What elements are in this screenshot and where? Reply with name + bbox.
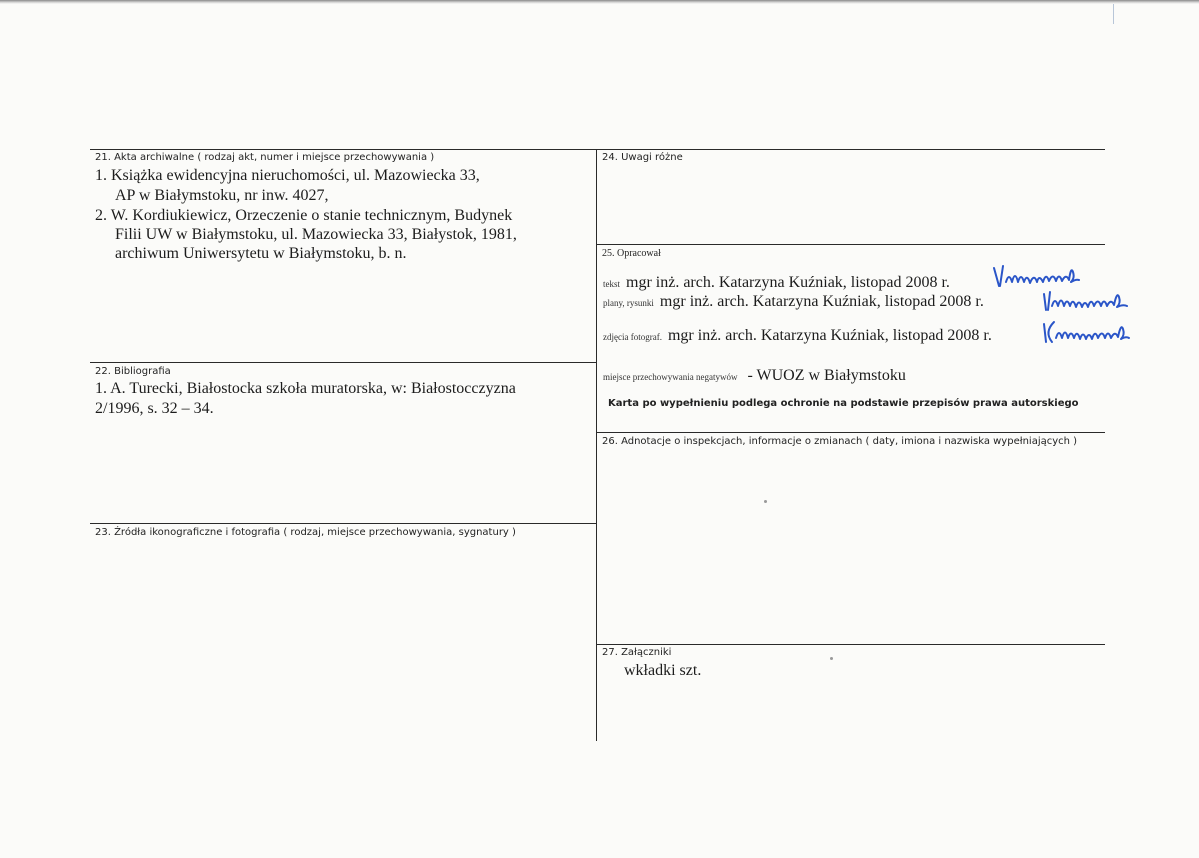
section-22-line-1: 1. A. Turecki, Białostocka szkoła muratorska, w: Białostocczyzna	[95, 380, 516, 397]
rule-left-23	[90, 523, 597, 524]
author-row-photos-prefix: zdjęcia fotograf.	[603, 332, 662, 342]
author-row-plans	[603, 292, 984, 313]
rule-top-right	[597, 149, 1105, 150]
signature-3	[1040, 318, 1155, 348]
section-21-line-4: Filii UW w Białymstoku, ul. Mazowiecka 33, Białystok, 1981,	[115, 226, 517, 243]
section-24-label: 24. Uwagi różne	[602, 152, 683, 163]
author-row-text-value: mgr inż. arch. Katarzyna Kuźniak, listopad 2008 r.	[626, 274, 950, 291]
signature-2	[1040, 288, 1155, 314]
author-row-plans-prefix: plany, rysunki	[603, 298, 654, 308]
section-22-line-2: 2/1996, s. 32 – 34.	[95, 400, 214, 417]
author-row-photos	[603, 326, 992, 347]
section-27-label: 27. Załączniki	[602, 647, 672, 658]
scan-top-edge	[0, 0, 1199, 4]
section-22-label: 22. Bibliografia	[95, 366, 171, 377]
scan-edge-mark	[1113, 4, 1114, 24]
section-26-label: 26. Adnotacje o inspekcjach, informacje o zmianach ( daty, imiona i nazwiska wypełniających )	[602, 436, 1078, 447]
rule-center-vertical	[596, 149, 597, 741]
author-row-text	[603, 273, 950, 294]
author-row-photos-value: mgr inż. arch. Katarzyna Kuźniak, listopad 2008 r.	[667, 327, 992, 344]
section-25-label: 25. Opracował	[602, 248, 661, 259]
scan-speck	[764, 500, 767, 503]
negatives-prefix: miejsce przechowywania negatywów	[603, 372, 738, 382]
copyright-note: Karta po wypełnieniu podlega ochronie na podstawie przepisów prawa autorskiego	[608, 398, 1079, 409]
scan-speck-2	[830, 657, 833, 660]
section-23-label: 23. Źródła ikonograficzne i fotografia ( rodzaj, miejsce przechowywania, sygnatury )	[95, 527, 516, 538]
rule-right-26	[597, 432, 1105, 433]
section-21-label: 21. Akta archiwalne ( rodzaj akt, numer i miejsce przechowywania )	[95, 152, 435, 163]
negatives-row	[603, 366, 906, 387]
rule-right-27	[597, 644, 1105, 645]
section-21-line-1: 1. Książka ewidencyjna nieruchomości, ul. Mazowiecka 33,	[95, 167, 480, 184]
section-27-value: wkładki szt.	[624, 662, 702, 679]
author-row-text-prefix: tekst	[603, 279, 620, 289]
rule-left-22	[90, 362, 597, 363]
section-21-line-3: 2. W. Kordiukiewicz, Orzeczenie o stanie technicznym, Budynek	[95, 207, 513, 224]
rule-top-left	[90, 149, 597, 150]
section-21-line-5: archiwum Uniwersytetu w Białymstoku, b. n.	[115, 245, 407, 262]
section-21-line-2: AP w Białymstoku, nr inw. 4027,	[115, 187, 329, 204]
signature-1	[990, 262, 1100, 290]
negatives-value: - WUOZ w Białymstoku	[747, 367, 906, 384]
rule-right-25	[597, 244, 1105, 245]
author-row-plans-value: mgr inż. arch. Katarzyna Kuźniak, listopad 2008 r.	[659, 293, 984, 310]
